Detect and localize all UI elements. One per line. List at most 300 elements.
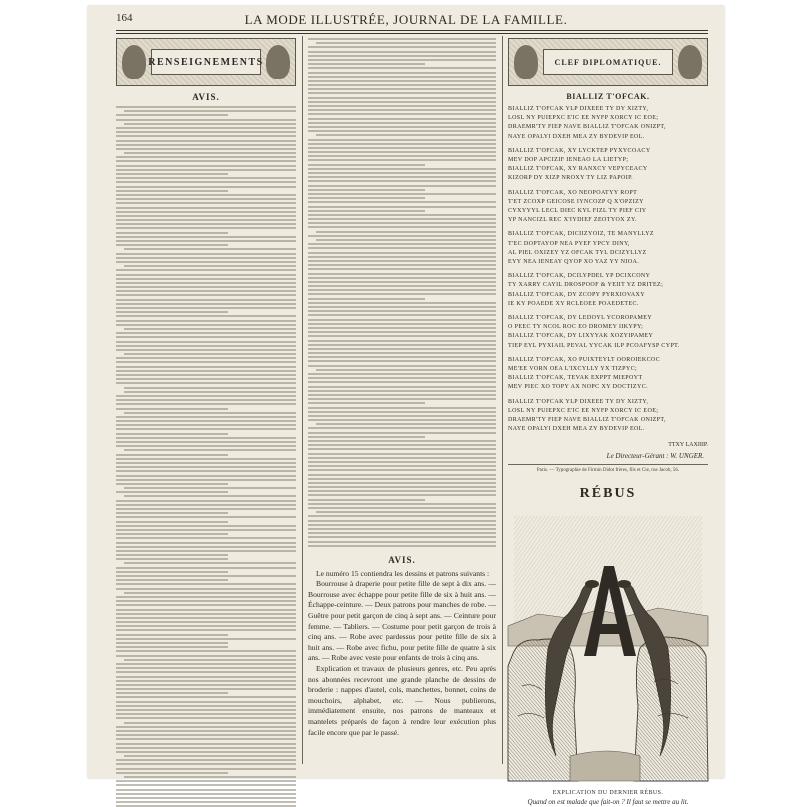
text-line [308, 407, 496, 409]
text-line [308, 210, 425, 212]
text-line [308, 193, 496, 195]
text-line [308, 252, 496, 254]
text-line [116, 357, 296, 359]
text-line [308, 541, 496, 543]
text-line [116, 521, 228, 523]
text-line [308, 394, 496, 396]
text-line [308, 381, 496, 383]
text-line [308, 486, 496, 488]
text-line [116, 148, 296, 150]
text-line [308, 298, 425, 300]
cipher-line: NAYE OPALYI DXEH MEA ZY BYDEVIP EOL. [508, 133, 645, 140]
cipher-end: TTXY LAXIIIP. [668, 441, 708, 448]
text-line [116, 190, 228, 192]
text-line [116, 420, 296, 422]
text-line [308, 281, 496, 283]
text-line [116, 227, 296, 229]
right-rock [634, 637, 708, 781]
text-line [308, 335, 496, 337]
text-line [308, 490, 496, 492]
ground [570, 751, 640, 781]
cipher-line: BIALLIZ T'OFCAK, DY ZCOPY PYRXIOVAXY [508, 291, 645, 298]
text-line [116, 575, 296, 577]
right-lizard-head [617, 580, 631, 588]
text-line [308, 528, 496, 530]
avis-paragraph: Le numéro 15 contiendra les dessins et patrons suivants : [316, 568, 490, 578]
text-line [116, 274, 296, 276]
text-line [308, 402, 425, 404]
text-line [116, 156, 296, 158]
text-line [116, 424, 296, 426]
text-line [116, 508, 296, 510]
text-line [316, 42, 496, 44]
clef-diplomatique-title: CLEF DIPLOMATIQUE. [543, 49, 673, 75]
text-line [116, 646, 228, 648]
text-line [308, 310, 496, 312]
text-line [116, 106, 296, 108]
cipher-line: KIZORP DY XIZP NROXY TY LIZ PAPOIP. [508, 175, 634, 182]
text-line [308, 130, 496, 132]
text-line [308, 118, 496, 120]
text-line [316, 511, 496, 513]
text-line [116, 441, 296, 443]
text-line [116, 525, 296, 527]
text-line [116, 211, 296, 213]
text-line [124, 353, 296, 355]
text-line [116, 743, 296, 745]
text-line [308, 348, 496, 350]
text-line [308, 164, 425, 166]
text-line [116, 784, 296, 786]
text-line [116, 336, 296, 338]
text-line [308, 46, 496, 48]
text-line [308, 331, 496, 333]
text-line [116, 759, 296, 761]
text-line [308, 360, 496, 362]
cipher-line: LOSL NY PUIEPXC E'IC EE NYFP XORCY IC EOE; [508, 115, 659, 122]
text-line [308, 113, 496, 115]
text-line [116, 294, 296, 296]
text-line [116, 311, 228, 313]
avis-paragraph: Explication et travaux de plusieurs genres, etc. Peu après nos abonnées recevront une grande planche de dessins de broderie : nappes d'autel, cols, manchettes, bonnet, coins de mouchoirs, alphabet, etc. — Nous publierons, immédiatement ensuite, nos patrons de manteaux et mantelets préparés de façon à rendre leur exécution plus facile encore que par le passé. [308, 664, 496, 737]
text-line [116, 462, 296, 464]
text-line [308, 76, 496, 78]
text-line [116, 114, 228, 116]
text-line [308, 277, 496, 279]
cipher-line: BIALLIZ T'OFCAK YLP DIXEEE TY DY XIZTY, [508, 106, 649, 112]
cipher-line: BIALLIZ T'OFCAK, TEVAK EXPPT MIEPOYT [508, 375, 643, 382]
text-line [116, 169, 296, 171]
text-line [116, 692, 228, 694]
column-rule-left [302, 36, 303, 764]
text-line [308, 377, 496, 379]
text-line [124, 487, 296, 489]
text-line [308, 260, 496, 262]
text-line [308, 285, 496, 287]
text-line [116, 127, 296, 129]
cipher-line: BIALLIZ T'OFCAK, DICIIZYOIZ, TE MANYLLYZ [508, 231, 654, 238]
text-line [316, 231, 496, 233]
text-line [116, 588, 296, 590]
text-line [308, 461, 496, 463]
text-line [116, 299, 296, 301]
text-line [116, 567, 296, 569]
cipher-line: AL PIEL OXIZEY YZ OFCAK TYL DCIZYLLYZ [508, 249, 647, 256]
text-line [116, 533, 228, 535]
cipher-title: BIALLIZ T'OFCAK. [566, 92, 650, 101]
text-line [116, 596, 296, 598]
text-line [308, 478, 496, 480]
cipher-line: BIALLIZ T'OFCAK YLP DIXEEE TY DY XIZTY, [508, 398, 649, 405]
text-line [308, 51, 496, 53]
cipher-line: BIALLIZ T'OFCAK, XO NEOPOATYY ROPT [508, 189, 638, 196]
text-line [124, 248, 296, 250]
cipher-line: LOSL NY PUIEPXC E'IC EE NYFP XORCY IC EOE; [508, 407, 659, 414]
cipher-text [508, 105, 708, 440]
text-line [308, 302, 496, 304]
cipher-line: DRAEMR'TY FIEP NAVE BIALLIZ T'OFCAK ONIZPT, [508, 124, 666, 131]
cipher-line: NAYE OPALYI DXEH MEA ZY BYDEVIP EOL. [508, 426, 645, 433]
text-line [308, 92, 496, 94]
text-line [308, 72, 496, 74]
text-line [116, 583, 296, 585]
text-line [116, 638, 296, 640]
cipher-line: T'EC DOPTAYOP NEA PYEF YPCY DINY, [508, 240, 630, 247]
cipher-line: IE KY POAEDE XY RCLEOEE POAEDETEC. [508, 300, 639, 307]
text-line [116, 516, 296, 518]
text-line [308, 273, 496, 275]
text-line [116, 747, 296, 749]
text-line [124, 412, 296, 414]
cipher-line: BIALLIZ T'OFCAK, XY LYCKTEP PYXYCOACY [508, 147, 651, 154]
text-line [308, 440, 496, 442]
text-line [308, 180, 496, 182]
text-line [116, 768, 296, 770]
text-line [308, 63, 425, 65]
text-line [308, 168, 496, 170]
text-line [308, 197, 425, 199]
text-line [308, 243, 496, 245]
text-line [116, 726, 296, 728]
text-line [116, 751, 296, 753]
text-line [116, 324, 296, 326]
cipher-line: CYXYYYL LECL DIEC KYL FIZL TY PIEF CIY [508, 208, 647, 215]
text-line [116, 278, 296, 280]
text-line [116, 261, 296, 263]
text-line [116, 403, 296, 405]
text-line [116, 198, 296, 200]
header-rule [116, 30, 708, 31]
text-line [308, 38, 496, 40]
text-line [116, 763, 296, 765]
text-line [116, 370, 296, 372]
text-line [116, 253, 296, 255]
text-line [308, 365, 496, 367]
column-rule-right [502, 36, 503, 764]
text-line [116, 332, 296, 334]
text-line [308, 436, 425, 438]
text-line [116, 479, 296, 481]
rebus-answer: Quand on est malade que fait-on ? Il faut se mettre au lit. [527, 797, 689, 806]
text-line [116, 349, 296, 351]
text-line [116, 303, 296, 305]
text-line [316, 423, 496, 425]
text-line [116, 173, 228, 175]
text-line [116, 341, 296, 343]
cipher-line: TIEP EYL PYXIAIL PEVAL YYCAK ILP PCOAFYSP CYPT. [508, 342, 680, 349]
text-line [308, 503, 496, 505]
page-number: 164 [116, 12, 133, 24]
text-line [308, 482, 496, 484]
text-line [116, 378, 296, 380]
text-line [308, 327, 496, 329]
text-line [308, 545, 496, 547]
text-line [308, 524, 496, 526]
text-line [116, 609, 296, 611]
text-line [308, 306, 496, 308]
text-line [308, 172, 496, 174]
text-line [308, 268, 496, 270]
text-line [308, 293, 496, 295]
left-lizard-head [585, 580, 599, 588]
text-line [116, 160, 296, 162]
text-line [308, 323, 496, 325]
text-line [308, 507, 496, 509]
text-line [308, 453, 496, 455]
text-line [308, 264, 496, 266]
text-line [308, 109, 496, 111]
text-line [116, 269, 296, 271]
text-line [116, 797, 296, 799]
text-line [308, 235, 496, 237]
text-line [116, 709, 296, 711]
rebus-caption: EXPLICATION DU DERNIER RÉBUS. [552, 789, 664, 796]
text-line [308, 105, 496, 107]
text-line [124, 265, 296, 267]
text-line [116, 366, 296, 368]
text-line [308, 80, 496, 82]
text-line [308, 67, 496, 69]
banner-ornament-icon [678, 45, 702, 79]
text-line [308, 415, 496, 417]
text-line [116, 579, 228, 581]
text-line [124, 495, 296, 497]
text-line [116, 144, 296, 146]
text-line [308, 373, 496, 375]
text-line [116, 780, 296, 782]
text-line [124, 449, 296, 451]
text-line [124, 328, 296, 330]
text-line [116, 542, 296, 544]
text-line [116, 801, 296, 803]
text-line [124, 659, 296, 661]
text-line [116, 634, 228, 636]
clef-diplomatique-banner [508, 38, 708, 86]
text-line [116, 466, 296, 468]
avis-text [308, 569, 496, 739]
text-line [308, 427, 496, 429]
cipher-line: YP NANCIZL REC X'IYDIEF ZEOTYOX ZY. [508, 217, 637, 224]
text-line [116, 617, 296, 619]
text-line [116, 483, 228, 485]
text-line [116, 667, 296, 669]
text-line [124, 391, 296, 393]
text-line [116, 663, 296, 665]
text-line [116, 374, 296, 376]
text-line [308, 457, 496, 459]
text-line [116, 680, 296, 682]
rebus-engraving [508, 506, 708, 786]
left-body-text [116, 106, 296, 807]
text-line [116, 307, 296, 309]
cipher-line: BIALLIZ T'OFCAK, DY LIXYYAK XOZYIPAMEY [508, 333, 654, 340]
text-line [116, 399, 296, 401]
text-line [308, 101, 496, 103]
renseignements-title: RENSEIGNEMENTS [151, 49, 261, 75]
text-line [116, 529, 296, 531]
text-line [116, 181, 296, 183]
text-line [308, 340, 496, 342]
text-line [308, 390, 496, 392]
text-line [308, 515, 496, 517]
text-line [116, 475, 296, 477]
text-line [116, 445, 296, 447]
text-line [308, 247, 496, 249]
cipher-line: T'ET ZCOXP GEICOSE IYNCOZP Q X'OPZIZY [508, 198, 644, 205]
cipher-line: MEV DOP APCIZIF IENEAO LA LIETYP; [508, 157, 629, 164]
text-line [308, 465, 496, 467]
text-line [116, 315, 296, 317]
text-line [308, 59, 496, 61]
text-line [116, 738, 296, 740]
middle-body-text [308, 38, 496, 547]
text-line [116, 676, 296, 678]
journal-title: LA MODE ILLUSTRÉE, JOURNAL DE LA FAMILLE. [244, 12, 568, 27]
cipher-line: O PEEC TY NCOL ROC EO DROMEY IIKYPY; [508, 324, 644, 331]
right-column [508, 38, 708, 806]
text-line [124, 387, 296, 389]
cipher-line: BIALLIZ T'OFCAK, DY LEDOYL YCOROPAMEY [508, 315, 653, 322]
text-line [116, 232, 228, 234]
text-line [308, 319, 496, 321]
header-rule-double [116, 33, 708, 34]
banner-ornament-icon [266, 45, 290, 79]
text-line [116, 793, 296, 795]
text-line [116, 655, 296, 657]
text-line [116, 546, 296, 548]
text-line [116, 550, 296, 552]
text-line [116, 454, 228, 456]
text-line [116, 696, 296, 698]
text-line [116, 705, 296, 707]
text-line [124, 562, 296, 564]
text-line [116, 320, 296, 322]
text-line [116, 286, 296, 288]
text-line [308, 386, 496, 388]
text-line [116, 433, 228, 435]
text-line [308, 214, 496, 216]
text-line [316, 134, 496, 136]
text-line [116, 257, 296, 259]
text-line [308, 344, 496, 346]
renseignements-banner [116, 38, 296, 86]
text-line [308, 176, 496, 178]
text-line [116, 571, 228, 573]
text-line [124, 722, 296, 724]
text-line [116, 491, 228, 493]
text-line [308, 256, 496, 258]
text-line [116, 604, 296, 606]
banner-ornament-icon [122, 45, 146, 79]
text-line [308, 189, 425, 191]
printer-note: Paris. — Typographie de Firmin Didot frères, fils et Cie, rue Jacob, 56. [508, 464, 708, 474]
text-line [308, 532, 496, 534]
text-line [308, 97, 496, 99]
text-line [116, 558, 228, 560]
text-line [308, 352, 496, 354]
text-line [308, 88, 496, 90]
text-line [308, 419, 496, 421]
text-line [116, 202, 296, 204]
text-line [116, 629, 296, 631]
text-line [116, 119, 296, 121]
avis-paragraph: Bourrouse à draperie pour petite fille de sept à dix ans. — Bourrouse avec échappe pour petite fille de six à huit ans. — Échappe-ceinture. — Deux patrons pour manches de robe. — Guêtre pour petit garçon de cinq à sept ans. — Ceinture pour femme. — Tabliers. — Costume pour petit garçon de trois à cinq ans. — Robe avec pardessus pour petite fille de six à huit ans. — Robe avec fichu, pour petite fille de quatre à six ans. — Robe avec veste pour enfants de trois à cinq ans. [308, 579, 496, 663]
text-line [308, 314, 496, 316]
text-line [116, 717, 296, 719]
left-column [116, 38, 296, 764]
text-line [308, 185, 496, 187]
text-line [116, 701, 296, 703]
text-line [308, 55, 496, 57]
text-line [308, 201, 496, 203]
text-line [308, 222, 496, 224]
text-line [308, 289, 496, 291]
text-line [308, 226, 496, 228]
text-line [116, 140, 296, 142]
text-line [116, 236, 296, 238]
text-line [116, 207, 296, 209]
text-line [116, 554, 228, 556]
text-line [308, 143, 496, 145]
text-line [116, 688, 296, 690]
text-line [308, 84, 496, 86]
text-line [308, 151, 496, 153]
text-line [308, 159, 496, 161]
text-line [116, 772, 228, 774]
text-line [116, 621, 296, 623]
newspaper-page [88, 6, 724, 806]
text-line [116, 504, 296, 506]
text-line [308, 147, 496, 149]
text-line [116, 290, 296, 292]
text-line [116, 408, 228, 410]
rebus-illustration [508, 506, 708, 786]
middle-column [308, 38, 496, 764]
text-line [116, 684, 296, 686]
text-line [116, 131, 296, 133]
text-line [124, 110, 296, 112]
avis-heading: AVIS. [192, 92, 220, 102]
text-line [116, 734, 296, 736]
text-line [116, 395, 296, 397]
text-line [308, 444, 496, 446]
text-line [308, 432, 496, 434]
text-line [116, 416, 296, 418]
text-line [116, 361, 296, 363]
text-line [116, 223, 296, 225]
director-signature: Le Directeur-Gérant : W. UNGER. [606, 451, 704, 460]
cipher-line: BIALLIZ T'OFCAK, XY RANXCY VEPYCEACY [508, 166, 648, 173]
